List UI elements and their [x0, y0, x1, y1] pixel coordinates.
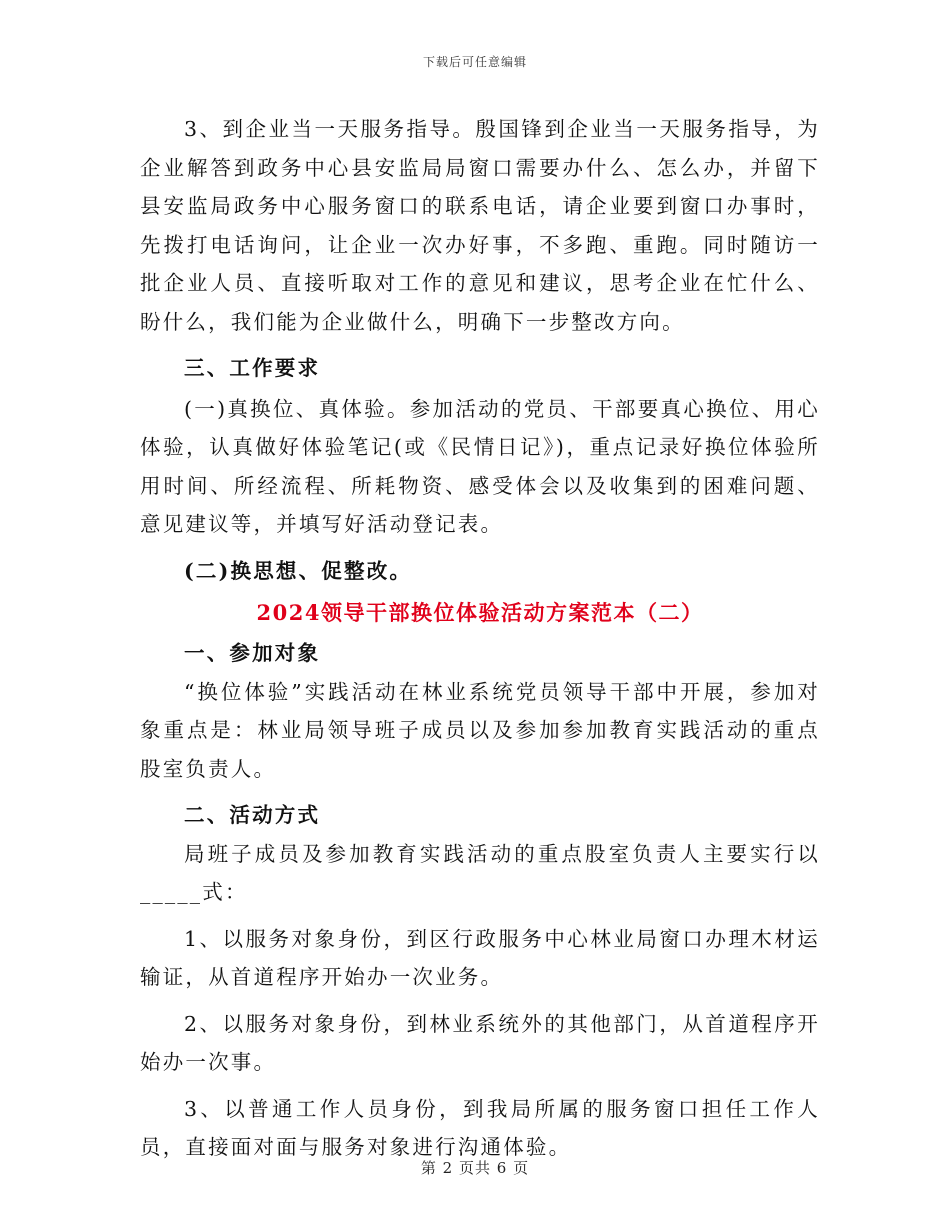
list-item-method-2: 2、以服务对象身份，到林业系统外的其他部门，从首道程序开始办一次事。: [140, 1011, 820, 1074]
page-header: 下载后可任意编辑: [422, 55, 527, 69]
list-item-method-1: 1、以服务对象身份，到区行政服务中心林业局窗口办理木材运输证，从首道程序开始办一次业务。: [140, 926, 820, 989]
paragraph-real-experience: (一)真换位、真体验。参加活动的党员、干部要真心换位、用心体验，认真做好体验笔记(或《民情日记》)，重点记录好换位体验所用时间、所经流程、所耗物资、感受体会以及收集到的困难问题、意见建议等，并填写好活动登记表。: [140, 396, 820, 536]
list-item-method-3: 3、以普通工作人员身份，到我局所属的服务窗口担任工作人员，直接面对面与服务对象进行沟通体验。: [140, 1096, 820, 1159]
document-title: 2024领导干部换位体验活动方案范本（二）: [256, 600, 704, 625]
section-heading-work-requirements: 三、工作要求: [184, 356, 321, 380]
section-heading-participants: 一、参加对象: [184, 641, 321, 665]
paragraph-service-guidance: 3、到企业当一天服务指导。殷国锋到企业当一天服务指导，为企业解答到政务中心县安监局局窗口需要办什么、怎么办，并留下县安监局政务中心服务窗口的联系电话，请企业要到窗口办事时，先拨打电话询问，让企业一次办好事，不多跑、重跑。同时随访一批企业人员、直接听取对工作的意见和建议，思考企业在忙什么、盼什么，我们能为企业做什么，明确下一步整改方向。: [140, 117, 820, 334]
paragraph-methods-intro: 局班子成员及参加教育实践活动的重点股室负责人主要实行以_____式：: [140, 841, 820, 904]
document-body: [140, 110, 820, 1167]
paragraph-participants: “换位体验”实践活动在林业系统党员领导干部中开展，参加对象重点是：林业局领导班子成员以及参加参加教育实践活动的重点股室负责人。: [140, 679, 820, 781]
section-heading-activity-methods: 二、活动方式: [184, 803, 321, 827]
subheading-change-thinking: (二)换思想、促整改。: [184, 558, 413, 583]
page-footer: 第 2 页共 6 页: [420, 1159, 530, 1177]
